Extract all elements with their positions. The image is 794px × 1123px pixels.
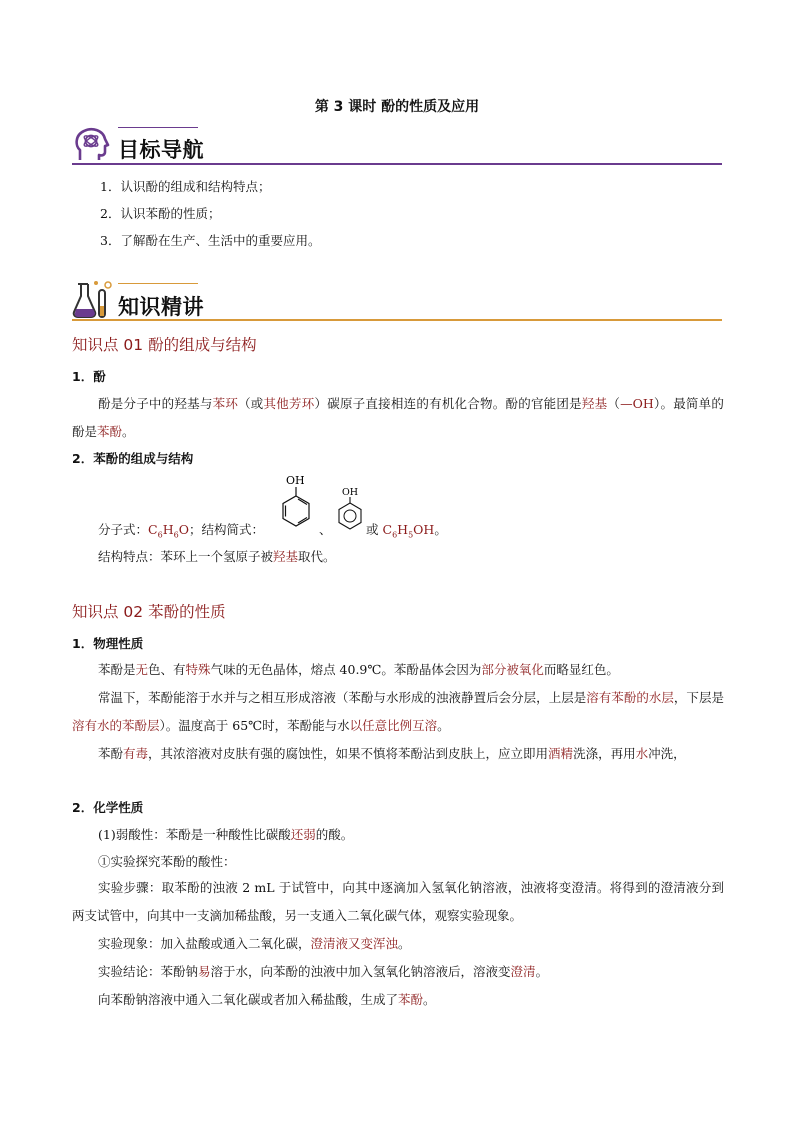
text: 取代。 (298, 549, 336, 564)
highlight: 特殊 (185, 662, 211, 677)
phenol-kekule-structure (276, 472, 316, 534)
highlight: 易 (198, 964, 211, 979)
text: ）。温度高于 65℃时，苯酚能与水 (159, 718, 350, 733)
highlight: 无 (135, 662, 149, 677)
text: 洗涤，再用 (573, 746, 636, 761)
highlight: 其他芳环 (263, 396, 315, 411)
kp2-p3 (72, 740, 724, 768)
condensed-formula (382, 522, 435, 540)
kp2-experiment-conclusion (72, 958, 724, 986)
highlight: 有毒 (123, 746, 149, 761)
highlight: 溶有苯酚的水层 (586, 690, 674, 705)
kp2-experiment-phenomenon (72, 930, 724, 958)
text: 气味的无色晶体，熔点 40.9℃。苯酚晶体会因为 (210, 662, 482, 677)
highlight: 澄清液又变浑浊 (310, 936, 399, 951)
highlight: —OH (620, 396, 654, 411)
text: 。 (434, 522, 447, 537)
text: 实验现象：加入盐酸或通入二氧化碳， (98, 936, 311, 951)
text: 分子式： (98, 522, 149, 537)
phenol-circle-structure (334, 485, 366, 533)
kp1-s1-head: 1．酚 (72, 369, 106, 384)
oh-label: OH (286, 474, 305, 487)
highlight: 苯酚 (97, 424, 123, 439)
highlight: 羟基 (581, 396, 608, 411)
goal-item-3: 3．了解酚在生产、生活中的重要应用。 (100, 233, 321, 248)
text: 而略显红色。 (543, 662, 619, 677)
goal-item-1: 1．认识酚的组成和结构特点； (100, 179, 271, 194)
text: 。 (398, 936, 411, 951)
kp2-title: 知识点 02 苯酚的性质 (72, 603, 226, 621)
text: 结构特点：苯环上一个氢原子被 (98, 549, 274, 564)
text: ；结构简式： (188, 522, 264, 537)
highlight: 羟基 (273, 549, 299, 564)
text: 实验结论：苯酚钠 (98, 964, 199, 979)
text: 苯酚是 (98, 662, 136, 677)
text: 酚是分子中的羟基与 (98, 396, 213, 411)
highlight: 澄清 (510, 964, 536, 979)
kp2-s1-head: 1．物理性质 (72, 636, 144, 651)
highlight: 以任意比例互溶 (349, 718, 438, 733)
text: C (148, 522, 158, 537)
text: H (397, 522, 409, 537)
kp2-experiment-title: ①实验探究苯酚的酸性： (98, 854, 236, 869)
structure-separator: 、 (319, 522, 332, 537)
text: ）。最简单的酚是 (72, 396, 724, 439)
brain-head-icon (72, 126, 112, 166)
subscript: 5 (408, 530, 414, 540)
kp2-conclusion-2 (72, 986, 724, 1014)
kp2-weak-acid-line (98, 825, 353, 843)
text: ，下层是 (673, 690, 724, 705)
text: ，其浓溶液对皮肤有强的腐蚀性，如果不慎将苯酚沾到皮肤上，应立即用 (148, 746, 549, 761)
subscript: 6 (392, 530, 398, 540)
text: 色、有 (148, 662, 186, 677)
highlight: 溶有水的苯酚层 (72, 718, 160, 733)
text: 。 (535, 964, 549, 979)
goal-section-header (72, 124, 722, 166)
text: 溶于水，向苯酚的浊液中加入氢氧化钠溶液后，溶液变 (210, 964, 511, 979)
kp1-title: 知识点 01 酚的组成与结构 (72, 336, 257, 354)
text: （或 (238, 396, 264, 411)
text: 或 (366, 522, 383, 537)
text: H (162, 522, 174, 537)
header-top-rule (118, 127, 198, 128)
text: OH (413, 522, 435, 537)
kp2-s2-head: 2．化学性质 (72, 800, 144, 815)
highlight: 水 (635, 746, 649, 761)
kp1-s1-para (72, 390, 724, 446)
kp2-p2 (72, 684, 724, 740)
highlight: 还弱 (290, 827, 316, 842)
highlight: 苯环 (212, 396, 239, 411)
subscript: 6 (173, 530, 179, 540)
highlight: 酒精 (548, 746, 574, 761)
knowledge-section-header (72, 278, 722, 322)
text: 常温下，苯酚能溶于水并与之相互形成溶液（苯酚与水形成的浊液静置后会分层，上层是 (98, 690, 587, 705)
page-title: 第 3 课时 酚的性质及应用 (314, 99, 480, 115)
header-top-rule (118, 283, 198, 284)
highlight: 部分被氧化 (481, 662, 544, 677)
text: C (382, 522, 393, 537)
goal-section-rule (72, 163, 722, 165)
highlight: 苯酚 (398, 992, 424, 1007)
text: 向苯酚钠溶液中通入二氧化碳或者加入稀盐酸，生成了 (98, 992, 399, 1007)
kp2-experiment-steps: 实验步骤：取苯酚的浊液 2 mL 于试管中，向其中逐滴加入氢氧化钠溶液，浊液将变澄清。将得到的澄清液分到两支试管中，向其中一支滴加稀盐酸，另一支通入二氧化碳气体，观察实验现象。 (72, 880, 724, 923)
text: ）碳原子直接相连的有机化合物。酚的官能团是 (314, 396, 582, 411)
goal-item-2: 2．认识苯酚的性质； (100, 206, 221, 221)
knowledge-section-title: 知识精讲 (118, 295, 204, 319)
text: 苯酚 (98, 746, 124, 761)
text: 的酸。 (315, 827, 354, 842)
goal-section-title: 目标导航 (118, 138, 204, 162)
kp1-s2-head: 2．苯酚的组成与结构 (72, 451, 194, 466)
text: 。 (122, 424, 135, 439)
molecular-formula (148, 522, 189, 540)
text: 。 (437, 718, 450, 733)
oh-label: OH (342, 487, 359, 498)
text: (1)弱酸性：苯酚是一种酸性比碳酸 (98, 827, 291, 842)
text: O (178, 522, 189, 537)
text: （ (607, 396, 621, 411)
subscript: 6 (157, 530, 163, 540)
text: 。 (423, 992, 436, 1007)
knowledge-section-rule (72, 319, 722, 321)
kp1-condensed-formula (366, 520, 447, 540)
kp1-formula-line (98, 520, 264, 540)
lab-flask-icon (72, 278, 116, 320)
kp2-p1 (72, 656, 724, 684)
text: 冲洗， (648, 746, 686, 761)
kp1-structure-feature (98, 547, 336, 565)
